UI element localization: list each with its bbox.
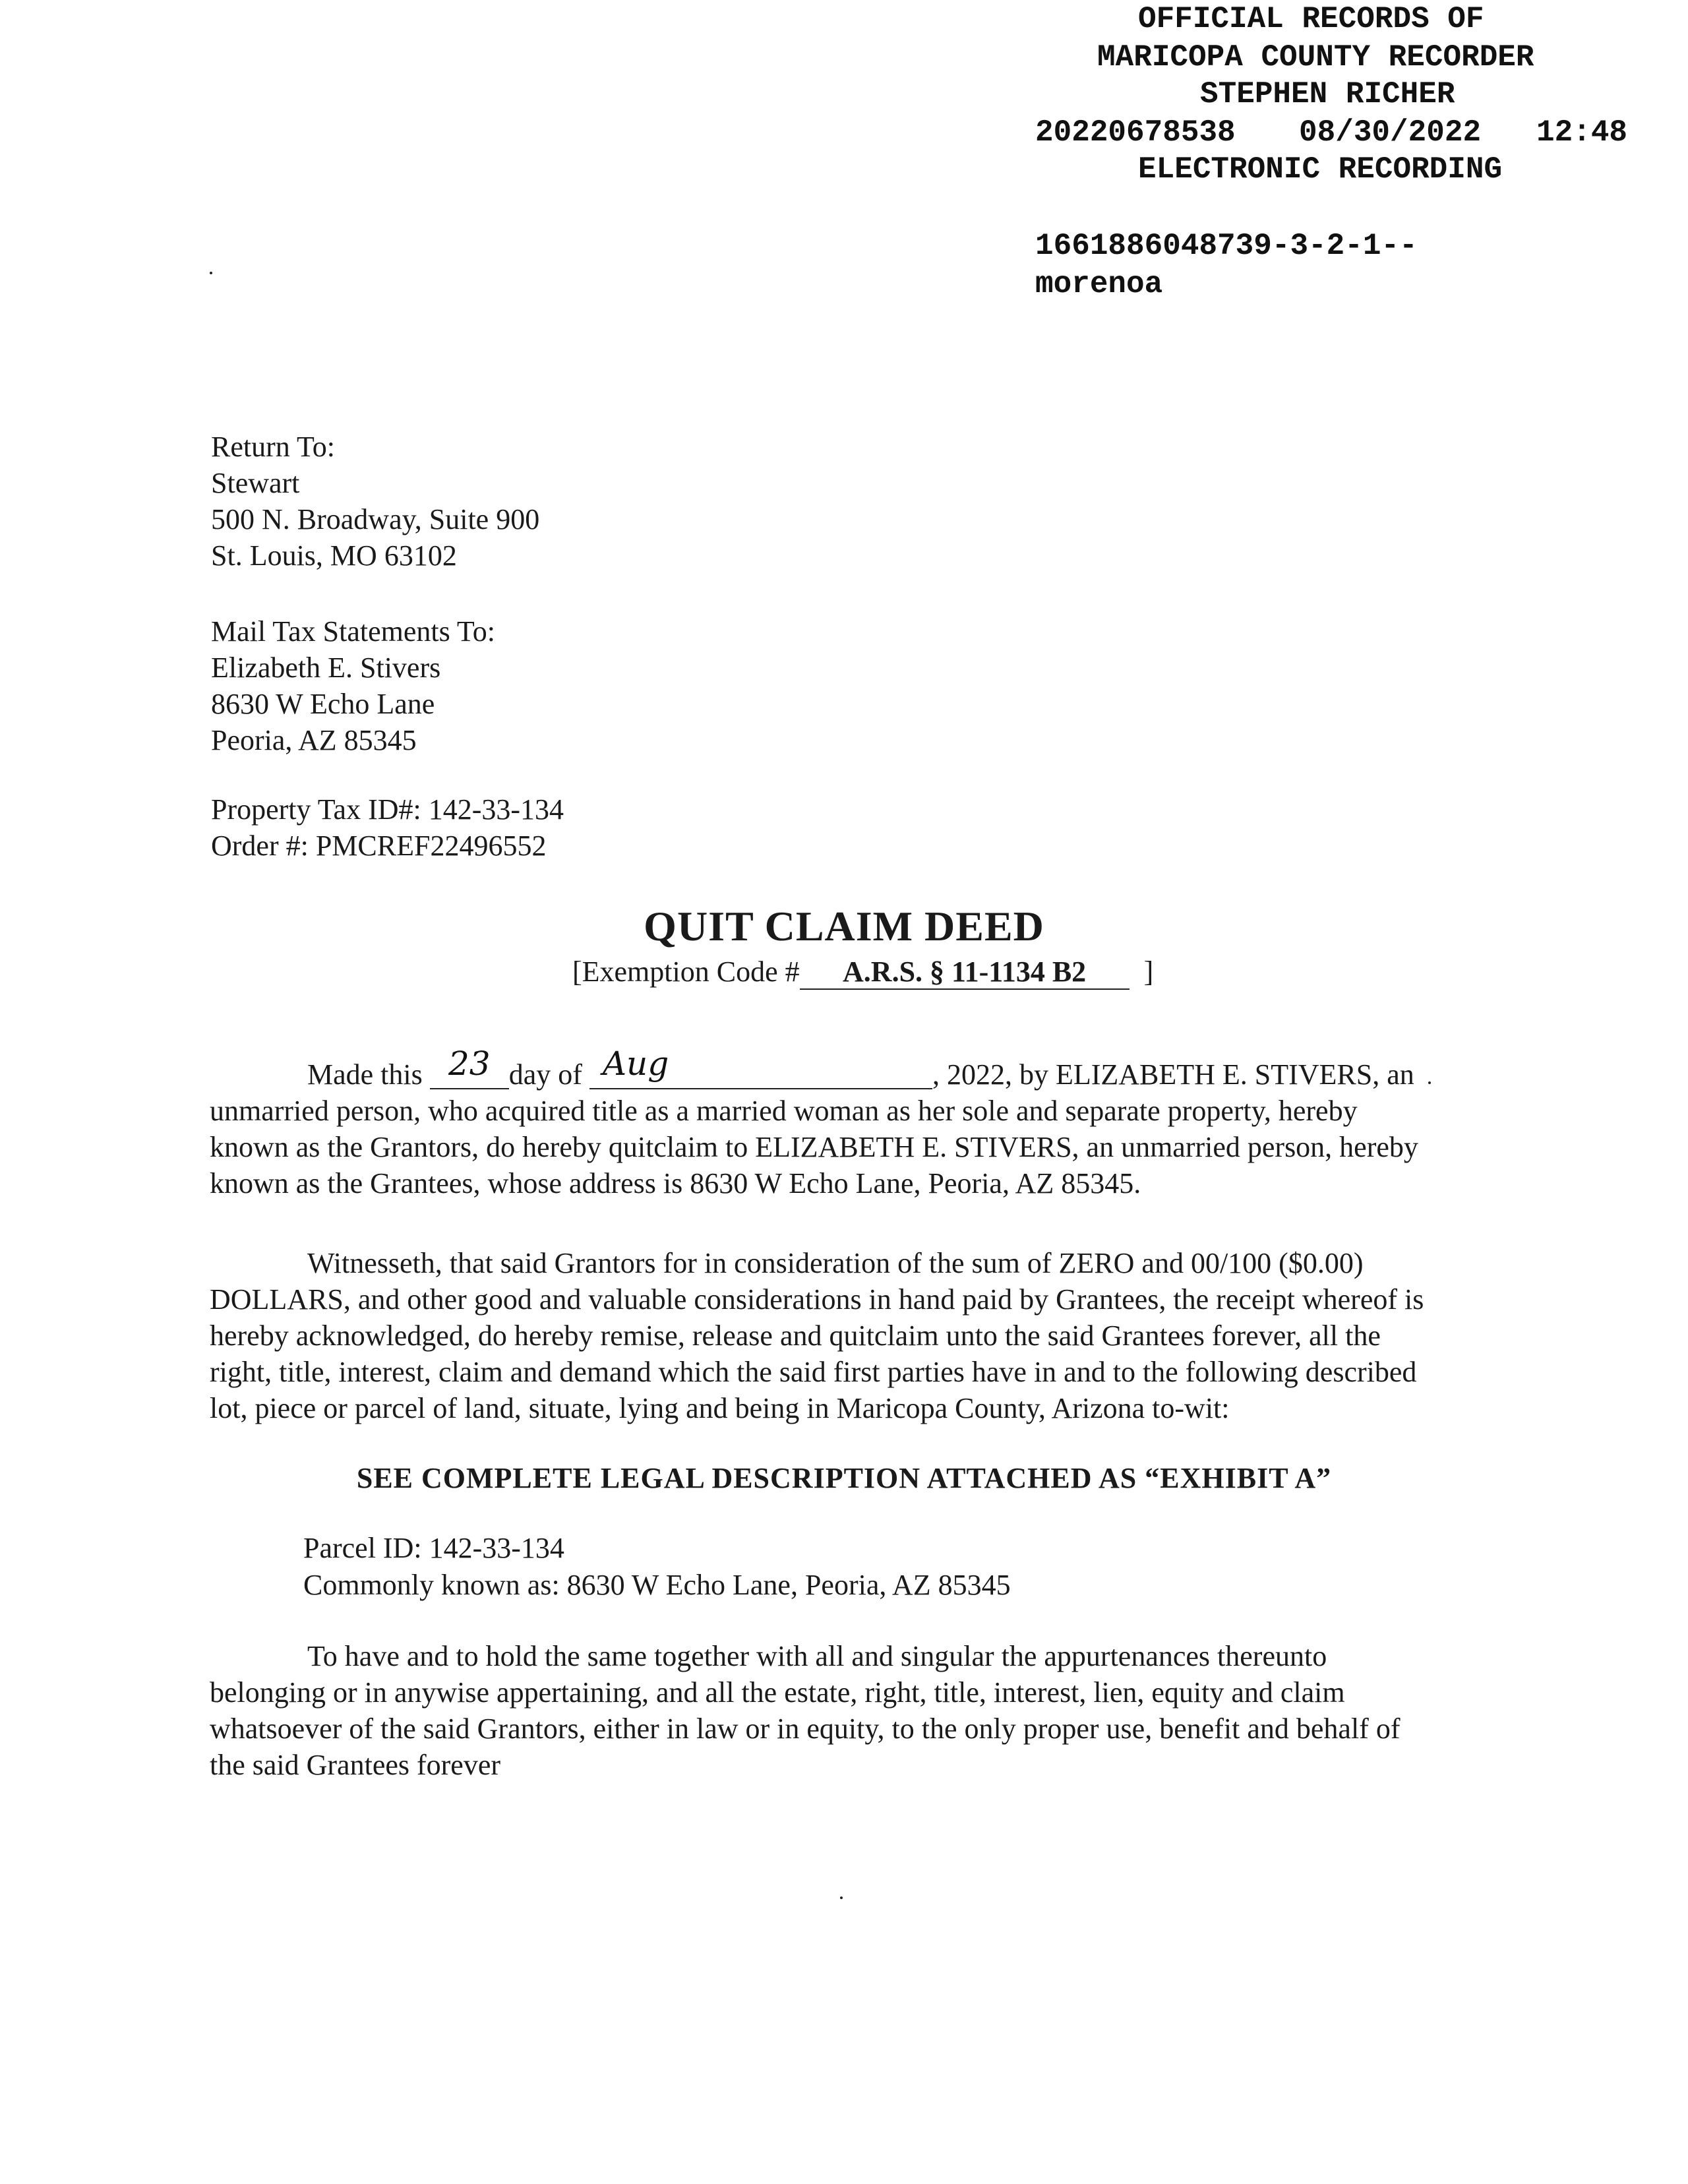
para1-line1-rest: , 2022, by ELIZABETH E. STIVERS, an [932,1058,1414,1091]
mail-tax-street: 8630 W Echo Lane [211,688,435,720]
stamp-line-2: MARICOPA COUNTY RECORDER [1097,40,1534,75]
exemption-prefix: [Exemption Code # [572,956,800,988]
stamp-line-3: STEPHEN RICHER [1200,77,1455,111]
para1-line3: known as the Grantors, do hereby quitclaim to ELIZABETH E. STIVERS, an unmarried person, hereby [210,1131,1418,1163]
para3-line1-wrap [210,1638,1462,1674]
return-to-city: St. Louis, MO 63102 [211,539,457,572]
parcel-id: Parcel ID: 142-33-134 [303,1532,564,1564]
para1-line2: unmarried person, who acquired title as a married woman as her sole and separate property, hereby [210,1095,1358,1127]
para2-line1: Witnesseth, that said Grantors for in consideration of the sum of ZERO and 00/100 ($0.00) [307,1247,1364,1279]
order-number: Order #: PMCREF22496552 [211,830,547,862]
para2-line3: hereby acknowledged, do hereby remise, release and quitclaim unto the said Grantees forever, all the [210,1320,1381,1352]
para3-line3: whatsoever of the said Grantors, either in law or in equity, to the only proper use, benefit and behalf of [210,1713,1401,1745]
parcel-block [303,1530,1011,1604]
return-to-block [211,429,539,574]
exemption-code-line [572,955,1153,990]
para3-line4: the said Grantees forever [210,1749,501,1781]
month-handwritten: Aug [602,1045,669,1083]
mail-tax-name: Elizabeth E. Stivers [211,652,441,684]
stamp-ref-id: 1661886048739-3-2-1-- [1035,229,1418,263]
recorder-stamp [1015,0,1688,421]
exemption-code: A.R.S. § 11-1134 B2 [800,955,1130,990]
para3-line2: belonging or in anywise appertaining, and all the estate, right, title, interest, lien, equity and claim [210,1676,1345,1709]
scan-speck [840,1896,843,1899]
para2-line2: DOLLARS, and other good and valuable considerations in hand paid by Grantees, the receipt whereof is [210,1283,1424,1316]
mail-tax-label: Mail Tax Statements To: [211,615,495,648]
para3-line1: To have and to hold the same together with all and singular the appurtenances thereunto [307,1640,1327,1672]
para2-line5: lot, piece or parcel of land, situate, lying and being in Maricopa County, Arizona to-wit: [210,1392,1230,1424]
para1-line1 [210,1045,1462,1093]
day-of-text: day of [508,1058,582,1091]
legal-description-heading: SEE COMPLETE LEGAL DESCRIPTION ATTACHED AS “EXHIBIT A” [356,1462,1332,1494]
return-to-name: Stewart [211,467,300,499]
paragraph-made-this [210,1045,1462,1201]
stamp-line-1: OFFICIAL RECORDS OF [1138,2,1484,36]
stamp-line-5: ELECTRONIC RECORDING [1138,152,1503,187]
stamp-doc-number: 20220678538 [1035,115,1236,150]
day-handwritten: 23 [448,1045,491,1083]
para2-line1-wrap [210,1245,1462,1281]
document-title: QUIT CLAIM DEED [644,903,1044,950]
para2-line4: right, title, interest, claim and demand which the said first parties have in and to the following described [210,1356,1417,1388]
paragraph-witnesseth [210,1245,1462,1426]
day-fill-line [430,1045,509,1089]
stamp-date: 08/30/2022 [1299,115,1482,150]
return-to-label: Return To: [211,431,335,463]
exemption-suffix: ] [1143,956,1154,988]
para1-line4: known as the Grantees, whose address is 8630 W Echo Lane, Peoria, AZ 85345. [210,1167,1141,1199]
property-tax-id: Property Tax ID#: 142-33-134 [211,793,564,826]
mail-tax-city: Peoria, AZ 85345 [211,724,417,756]
made-this-text: Made this [307,1058,423,1091]
return-to-street: 500 N. Broadway, Suite 900 [211,503,540,535]
paragraph-to-have-and-hold [210,1638,1462,1783]
month-fill-line [589,1045,932,1089]
scan-speck [210,272,212,274]
mail-tax-block [211,613,495,758]
stamp-clerk: morenoa [1035,267,1163,301]
stamp-time: 12:48 [1536,115,1628,150]
ids-block [211,791,564,864]
commonly-known-as: Commonly known as: 8630 W Echo Lane, Peoria, AZ 85345 [303,1569,1011,1601]
